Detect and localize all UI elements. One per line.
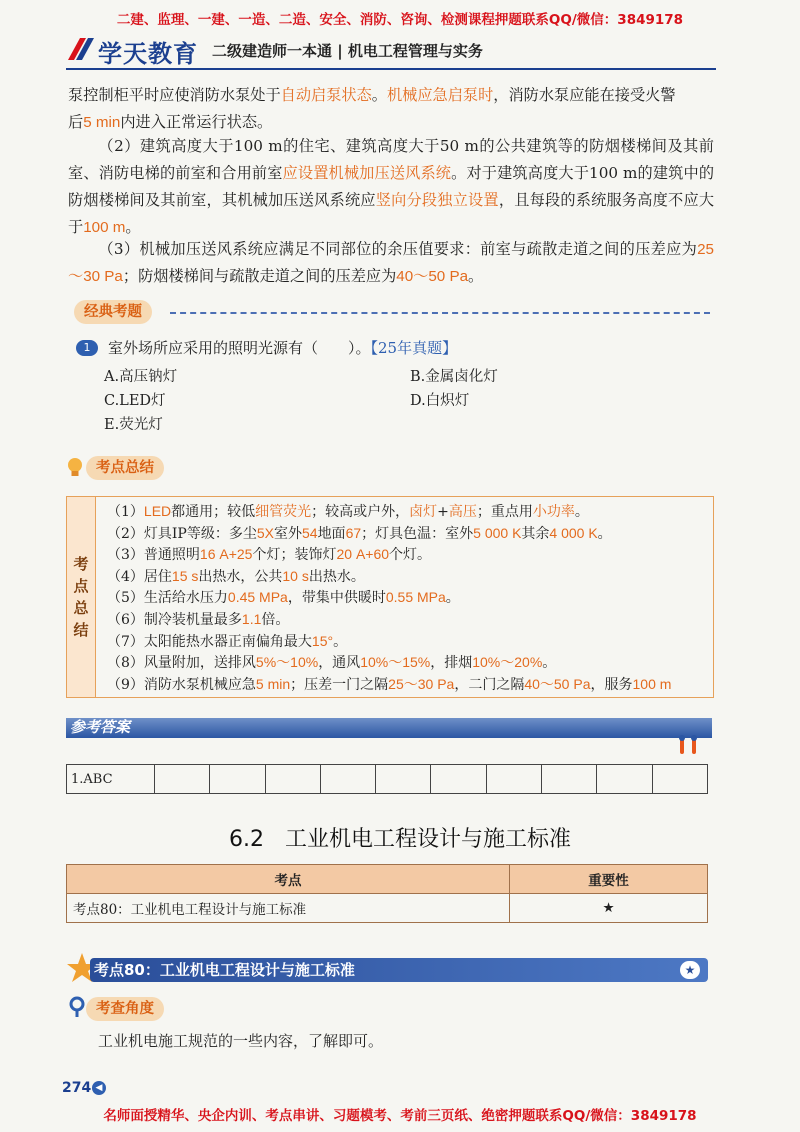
answer-cell [265,765,320,794]
text-run: 出热水。 [308,568,365,585]
highlight-text: 25～30 Pa [68,241,714,285]
text-run: ；灯具色温：室外 [361,525,474,542]
answer-cell [431,765,486,794]
summary-line [107,544,431,564]
summary-line [107,501,589,521]
highlight-text: 10 s [282,567,309,584]
section-number: 6.2 [229,827,264,852]
text-run: （6）制冷装机量最多 [107,612,242,628]
text-run: （1） [107,504,144,520]
highlight-text: 16 A+25 [199,546,253,563]
answer-row [67,765,708,794]
question-number-badge: 1 [76,340,98,356]
highlight-text: 54 [301,524,318,541]
answer-cell [542,765,597,794]
highlight-text: 0.55 MPa [385,589,446,606]
highlight-text: 5 min [255,675,291,692]
exam-point-title: 考点80：工业机电工程设计与施工标准 [94,961,355,979]
text-run: ；压差一门之隔 [290,676,389,693]
text-run: 。 [125,218,141,236]
text-run: 地面 [317,525,346,542]
option-a: A.高压钠灯 [104,369,178,385]
text-run: 。 [468,267,484,285]
summary-line [107,609,289,629]
option-d: D.白炽灯 [410,393,470,409]
highlight-text: 5X [256,524,274,541]
highlight-text: 5%～10% [255,654,319,671]
text-run: （2）建筑高度大于100 m的住宅、建筑高度大于50 m的公共建筑等的防烟楼梯间及其前室、消防电梯的前室和合用前室 [68,137,714,182]
intro-paragraph-3 [68,236,714,290]
highlight-text: 15 s [171,567,199,584]
answer-cell [597,765,652,794]
text-run: 个灯；装饰灯 [252,547,337,564]
text-run: （3）普通照明 [107,547,200,564]
text-run: 。 [445,590,460,607]
text-run: （5）生活给水压力 [107,590,228,607]
section-heading [0,822,800,853]
highlight-text: 25～30 Pa [388,675,455,692]
text-run: 。 [542,655,557,672]
text-run: （7）太阳能热水器正南偏角最大 [107,633,312,650]
summary-line [107,523,612,543]
classic-question-tab: 经典考题 [74,300,152,324]
text-run: （3）机械加压送风系统应满足不同部位的余压值要求：前室与疏散走道之间的压差应为 [98,240,698,258]
table-cell-topic: 考点80：工业机电工程设计与施工标准 [67,894,510,923]
question-stem: 室外场所应采用的照明光源有（ ）。 [108,339,371,357]
binder-clip-icon [678,734,698,760]
text-run: + [437,504,449,520]
highlight-text: 40～50 Pa [396,268,469,285]
text-run: 其余 [521,525,550,542]
highlight-text: 小功率 [532,503,575,519]
text-run: ，排烟 [430,655,473,672]
summary-side-panel [67,497,96,697]
text-run: 都通用；较低 [171,504,256,520]
highlight-text: 机械应急启泵时 [386,87,494,104]
highlight-text: 应设置机械加压送风系统 [282,165,452,182]
question-tag: 【25年真题】 [370,339,458,357]
highlight-text: 细管荧光 [255,503,312,519]
text-run: 。对于建筑高度大于100 m的建筑中的防烟楼梯间及其前室，其机械加压送风系统应 [68,164,715,209]
answer-table [66,764,708,794]
text-run: ，带集中供暖时 [287,590,386,607]
text-run: 后 [68,113,84,131]
text-run: （9）消防水泵机械应急 [107,676,256,693]
exam-angle-tab: 考查角度 [86,997,164,1021]
answer-title: 参考答案 [70,718,131,736]
text-run: ，二门之隔 [454,676,525,693]
highlight-text: LED [143,503,172,519]
intro-paragraph-1 [68,82,714,136]
text-run: ，消防水泵应能在接受火警 [493,86,676,104]
text-run: ；重点用 [476,504,533,520]
summary-line [107,674,671,694]
answer-cell [376,765,431,794]
highlight-text: 1.1 [241,611,262,627]
text-run: 室外 [273,525,302,542]
logo-icon [66,36,96,62]
exam-angle-text: 工业机电施工规范的一些内容，了解即可。 [98,1032,384,1050]
summary-line [107,587,460,607]
answer-cell [486,765,541,794]
text-run: ，服务 [590,676,633,693]
table-header-importance: 重要性 [510,865,708,894]
page-header [66,34,716,70]
brand-logo-text: 学天教育 [98,40,198,68]
highlight-text: 10%～15% [360,654,431,671]
text-run: 泵控制柜平时应使消防水泵处于 [68,86,281,104]
text-run: 倍。 [261,612,290,628]
importance-table [66,864,708,923]
answer-cell [155,765,210,794]
highlight-text: 自动启泵状态 [280,87,372,104]
page-number: 274 [62,1080,92,1096]
text-run: 出热水，公共 [198,568,283,585]
text-run: ，且每段的系统服务高度不应大于 [68,191,715,236]
text-run: 。 [597,525,612,542]
text-run: 个灯。 [389,547,432,564]
text-run: ；较高或户外， [311,504,410,520]
intro-paragraph-2 [68,133,714,241]
highlight-text: 5 000 K [473,524,522,541]
text-run: 。 [371,86,387,104]
text-run: 内进入正常运行状态。 [120,113,273,131]
highlight-text: 10%～20% [472,654,543,671]
highlight-text: 4 000 K [549,524,598,541]
summary-side-label: 考点总结 [73,555,89,639]
table-cell-importance: ★ [510,894,708,923]
option-e: E.荧光灯 [104,417,163,433]
summary-box [66,496,714,698]
highlight-text: 卤灯 [409,503,438,519]
magnifier-icon [68,996,86,1022]
section-divider [170,312,710,314]
answer-cell [652,765,707,794]
exam-point-bar [90,958,708,982]
text-run: 。 [574,504,589,520]
table-header-topic: 考点 [67,865,510,894]
highlight-text: 100 m [83,219,126,236]
top-promo-banner: 二建、监理、一建、一造、二造、安全、消防、咨询、检测课程押题联系QQ/微信：3849178 [116,12,684,28]
text-run: （8）风量附加，送排风 [107,655,256,672]
answer-cell [320,765,375,794]
importance-star-icon: ★ [680,961,700,979]
section-title: 工业机电工程设计与施工标准 [284,827,571,852]
summary-line [107,631,347,651]
lightbulb-icon [66,457,84,483]
summary-line [107,652,556,672]
bottom-promo-banner: 名师面授精华、央企内训、考点串讲、习题模考、考前三页纸、绝密押题联系QQ/微信：3849178 [103,1108,697,1124]
highlight-text: 100 m [632,675,672,692]
question-text [108,337,457,358]
highlight-text: 竖向分段独立设置 [375,192,499,209]
text-run: （4）居住 [107,568,172,585]
summary-tab: 考点总结 [86,456,164,480]
text-run: 。 [333,633,348,650]
highlight-text: 0.45 MPa [227,589,288,606]
highlight-text: 15° [311,632,334,649]
highlight-text: 高压 [448,503,477,519]
table-row [67,894,708,923]
highlight-text: 40～50 Pa [524,675,591,692]
text-run: （2）灯具IP等级：多尘 [107,525,257,542]
option-c: C.LED灯 [104,393,166,409]
summary-line [107,566,365,586]
answer-cell [210,765,265,794]
text-run: ；防烟楼梯间与疏散走道之间的压差应为 [122,267,397,285]
answer-cell: 1.ABC [67,765,155,794]
highlight-text: 67 [345,524,362,541]
text-run: ，通风 [318,655,361,672]
header-divider [66,68,716,70]
option-b: B.金属卤化灯 [410,369,498,385]
arrow-left-icon: ◀ [92,1081,106,1095]
book-subtitle: 二级建造师一本通 | 机电工程管理与实务 [212,42,483,60]
answer-bar [66,718,712,738]
highlight-text: 5 min [83,114,121,131]
highlight-text: 20 A+60 [336,546,390,563]
